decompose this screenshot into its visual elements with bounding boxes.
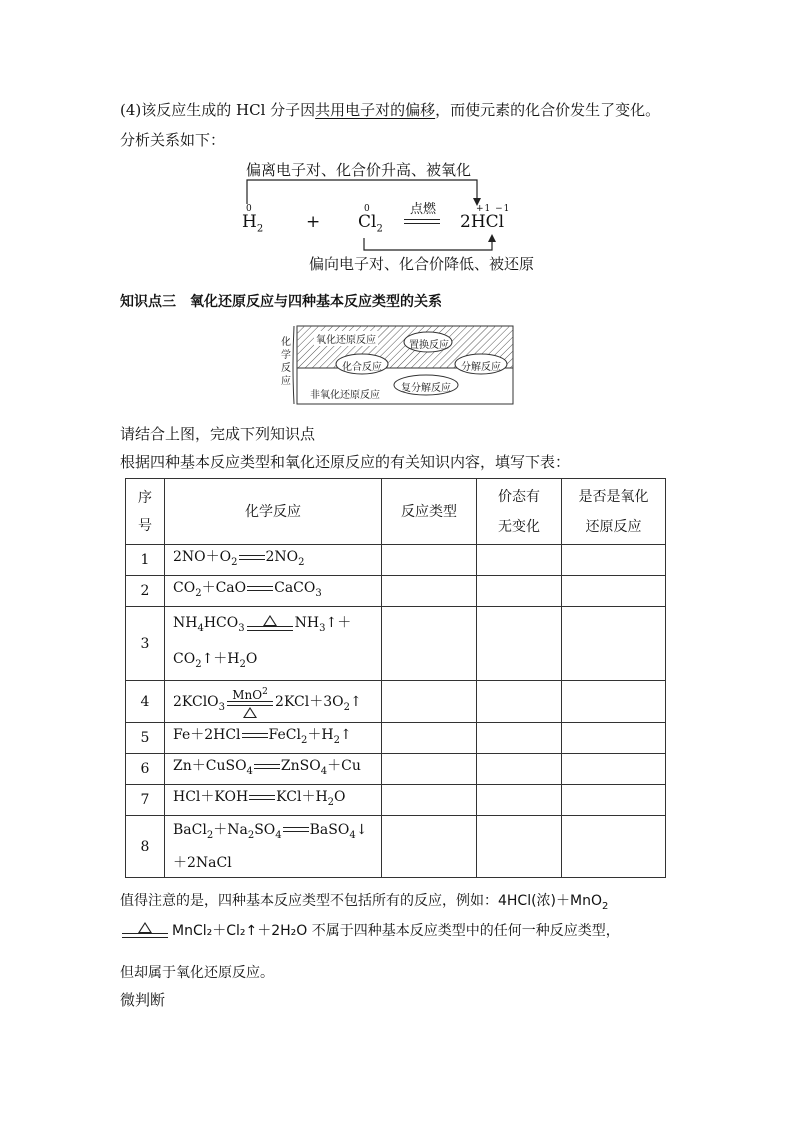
valence-cell[interactable] <box>477 607 562 681</box>
row-number: 1 <box>126 545 165 576</box>
valence-cell[interactable] <box>477 754 562 785</box>
intro-text: (4)该反应生成的 HCl 分子因 <box>120 101 316 119</box>
redox-cell[interactable] <box>562 785 666 816</box>
reaction-cell: 2KClO$_3$ MnO$^2$ $2KCl+3O_2↑$ <box>165 681 382 723</box>
type-cell[interactable] <box>382 723 477 754</box>
row-number: 5 <box>126 723 165 754</box>
instruction-line-1: 请结合上图，完成下列知识点 <box>120 425 316 443</box>
row-number: 2 <box>126 576 165 607</box>
table-row <box>126 723 666 754</box>
row-number: 6 <box>126 754 165 785</box>
electron-shift-diagram <box>240 158 570 278</box>
header-type: 反应类型 <box>382 479 477 545</box>
reaction-cell: Fe＋2HCl $FeCl_2+H_2↑$ <box>165 723 382 754</box>
heat-triangle-icon <box>243 707 257 718</box>
section-heading: 知识点三 氧化还原反应与四种基本反应类型的关系 <box>120 294 442 310</box>
reaction-types-diagram <box>280 322 516 408</box>
equals-bar <box>404 219 440 224</box>
redox-cell[interactable] <box>562 723 666 754</box>
header-valence: 价态有 无变化 <box>477 479 562 545</box>
type-cell[interactable] <box>382 576 477 607</box>
table-row <box>126 576 666 607</box>
reaction-cell: $BaCl_2+Na_2SO_4$ BaSO$_4$↓ ＋2NaCl <box>165 816 382 878</box>
note-line-2: MnCl₂＋Cl₂↑＋2H₂O 不属于四种基本反应类型中的任何一种反应类型， <box>120 920 620 940</box>
oxidation-label: 偏离电子对、化合价升高、被氧化 <box>246 161 472 179</box>
footer-heading: 微判断 <box>120 991 166 1009</box>
valence-cell[interactable] <box>477 816 562 878</box>
side-label: 化 学 反 应 <box>281 337 291 387</box>
valence-cell[interactable] <box>477 785 562 816</box>
redox-label: 氧化还原反应 <box>314 331 378 346</box>
reaction-cell: $CO_2+CaO$ CaCO$_3$ <box>165 576 382 607</box>
type-cell[interactable] <box>382 545 477 576</box>
cl2-formula: $Cl_2$ <box>358 212 383 235</box>
reaction-cell: HCl＋KOH $KCl+H_2O$ <box>165 785 382 816</box>
combination-label: 化合反应 <box>342 362 382 373</box>
double-decomposition-label: 复分解反应 <box>401 383 451 394</box>
plus-sign: + <box>306 212 321 232</box>
instruction-line-2: 根据四种基本反应类型和氧化还原反应的有关知识内容，填写下表： <box>120 453 571 471</box>
row-number: 7 <box>126 785 165 816</box>
valence-cell[interactable] <box>477 576 562 607</box>
valence-cell[interactable] <box>477 723 562 754</box>
row-number: 8 <box>126 816 165 878</box>
reaction-cell: Zn＋CuSO$_4$ ZnSO$_4$＋Cu <box>165 754 382 785</box>
hcl-formula: 2HCl <box>460 212 505 232</box>
note-line-3: 但却属于氧化还原反应。 <box>120 965 274 981</box>
type-cell[interactable] <box>382 681 477 723</box>
reduction-label: 偏向电子对、化合价降低、被还原 <box>309 255 535 273</box>
reaction-cell: $NH_4HCO_3$ $NH_3↑+$ $CO_2↑+H_2O$ <box>165 607 382 681</box>
table-row <box>126 545 666 576</box>
intro-underlined: 共用电子对的偏移 <box>315 101 436 119</box>
table-row <box>126 785 666 816</box>
row-number: 4 <box>126 681 165 723</box>
intro-line-1 <box>120 100 660 120</box>
type-cell[interactable] <box>382 607 477 681</box>
table-row <box>126 816 666 878</box>
heat-triangle-icon <box>263 615 277 626</box>
redox-cell[interactable] <box>562 754 666 785</box>
table-row <box>126 754 666 785</box>
intro-text-suffix: ，而使元素的化合价发生了变化。 <box>435 101 661 119</box>
table-row <box>126 607 666 681</box>
header-redox: 是否是氧化 还原反应 <box>562 479 666 545</box>
ignite-condition: 点燃 <box>409 202 436 217</box>
table-header-row <box>126 479 666 545</box>
header-reaction: 化学反应 <box>165 479 382 545</box>
reaction-table <box>125 478 666 878</box>
reaction-cell: $2NO+O_2$ $2NO_2$ <box>165 545 382 576</box>
heat-triangle-icon <box>138 922 152 933</box>
h2-valence: 0 <box>246 204 252 214</box>
redox-cell[interactable] <box>562 816 666 878</box>
h2-formula: $H_2$ <box>242 212 264 235</box>
displacement-label: 置换反应 <box>409 340 449 351</box>
type-cell[interactable] <box>382 785 477 816</box>
header-seq: 序 号 <box>126 479 165 545</box>
valence-cell[interactable] <box>477 545 562 576</box>
decomposition-label: 分解反应 <box>461 362 501 373</box>
valence-cell[interactable] <box>477 681 562 723</box>
redox-cell[interactable] <box>562 607 666 681</box>
type-cell[interactable] <box>382 816 477 878</box>
row-number: 3 <box>126 607 165 681</box>
redox-cell[interactable] <box>562 681 666 723</box>
note-line-1: 值得注意的是，四种基本反应类型不包括所有的反应，例如：4HCl(浓)＋MnO$_2$ <box>120 893 609 912</box>
type-cell[interactable] <box>382 754 477 785</box>
hcl-valence: +1 −1 <box>476 204 511 214</box>
redox-cell[interactable] <box>562 576 666 607</box>
table-row <box>126 681 666 723</box>
non-redox-label: 非氧化还原反应 <box>310 390 380 401</box>
redox-cell[interactable] <box>562 545 666 576</box>
intro-line-2: 分析关系如下： <box>120 131 226 149</box>
cl2-valence: 0 <box>364 204 370 214</box>
